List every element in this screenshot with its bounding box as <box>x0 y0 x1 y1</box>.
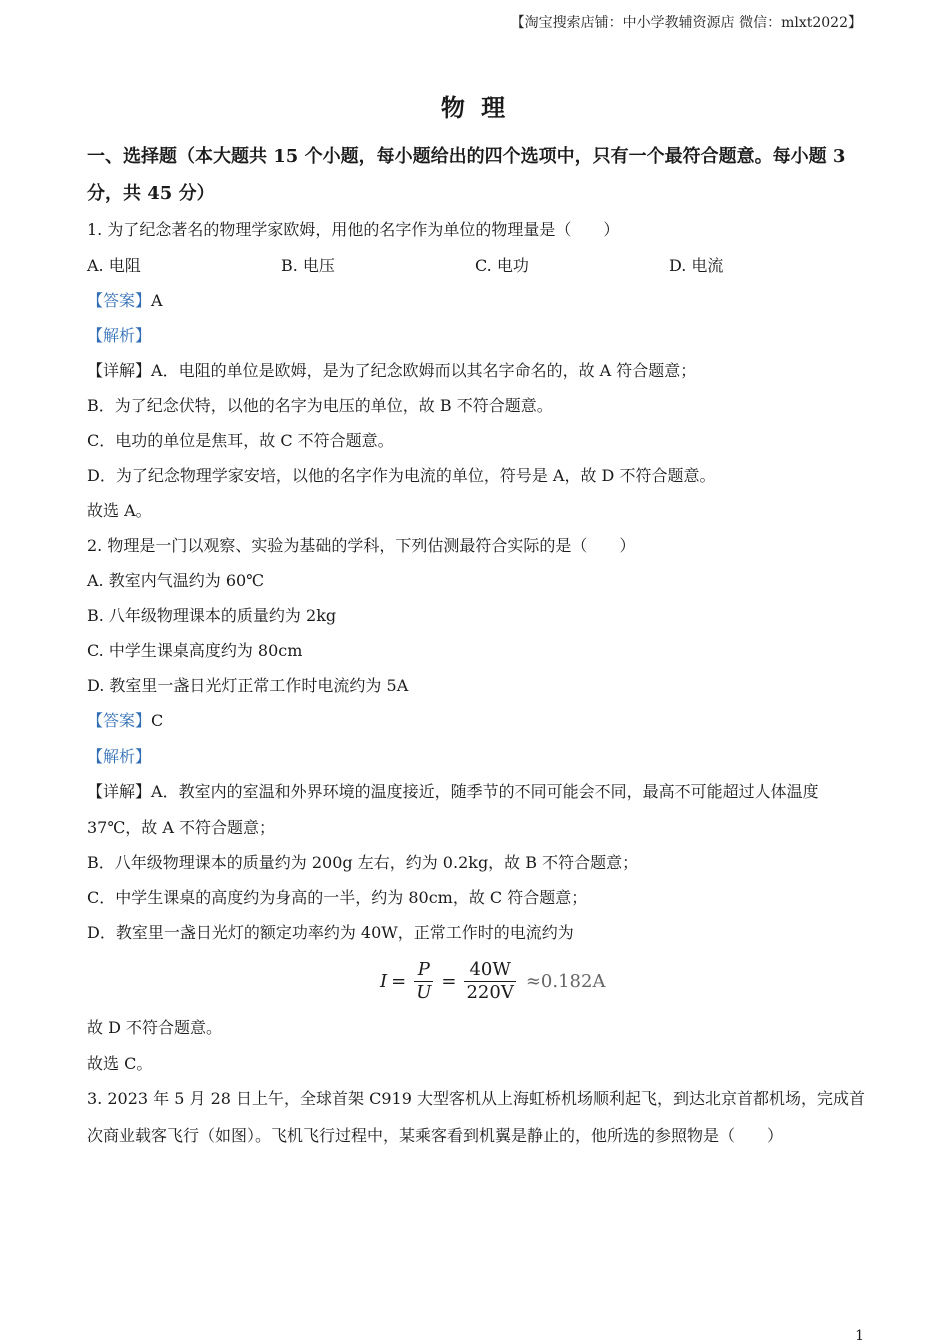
q1-detail-d: D．为了纪念物理学家安培，以他的名字作为电流的单位，符号是 A，故 D 不符合题意。 <box>87 466 716 485</box>
q2-answer-tag: 【答案】 <box>87 711 152 730</box>
q2-option-d: D. 教室里一盏日光灯正常工作时电流约为 5A <box>87 676 409 695</box>
document-title: 物 理 <box>440 93 510 122</box>
q1-option-c: C. 电功 <box>475 256 529 275</box>
q1-detail-b: B．为了纪念伏特，以他的名字为电压的单位，故 B 不符合题意。 <box>87 396 553 415</box>
q1-analysis-tag: 【解析】 <box>87 326 152 345</box>
q1-conclusion: 故选 A。 <box>87 501 152 520</box>
formula-equals-2: = <box>441 970 457 992</box>
q2-detail-a <box>87 781 819 803</box>
q2-detail-text-a: A．教室内的室温和外界环境的温度接近，随季节的不同可能会不同，最高不可能超过人体温度 <box>151 782 819 801</box>
section-heading: 一、选择题（本大题共 15 个小题，每小题给出的四个选项中，只有一个最符合题意。每小题 3 分，共 45 分） <box>87 146 846 204</box>
q1-option-d: D. 电流 <box>669 256 724 275</box>
q2-conclusion: 故选 C。 <box>87 1054 153 1073</box>
q2-detail-tag: 【详解】 <box>87 782 152 801</box>
q1-answer <box>87 290 163 312</box>
q2-answer-value: C <box>151 711 164 730</box>
q1-detail-text-a: A．电阻的单位是欧姆，是为了纪念欧姆而以其名字命名的，故 A 符合题意； <box>151 361 697 380</box>
q2-option-b: B. 八年级物理课本的质量约为 2kg <box>87 606 337 625</box>
question-3-line-2: 次商业载客飞行（如图）。飞机飞行过程中，某乘客看到机翼是静止的，他所选的参照物是（ ） <box>87 1126 784 1145</box>
q2-detail-c: C．中学生课桌的高度约为身高的一半，约为 80cm，故 C 符合题意； <box>87 888 588 907</box>
formula-fraction-values <box>464 959 515 1004</box>
q1-option-a: A. 电阻 <box>87 256 141 275</box>
formula-fraction-pu <box>414 959 433 1004</box>
q2-option-c: C. 中学生课桌高度约为 80cm <box>87 641 303 660</box>
formula-equals-1: = <box>391 970 407 992</box>
q2-after-formula: 故 D 不符合题意。 <box>87 1018 223 1037</box>
q1-detail-a <box>87 360 696 382</box>
q2-detail-b: B．八年级物理课本的质量约为 200g 左右，约为 0.2kg，故 B 不符合题意； <box>87 853 639 872</box>
question-3-line-1: 3. 2023 年 5 月 28 日上午，全球首架 C919 大型客机从上海虹桥机场顺利起飞，到达北京首都机场，完成首 <box>87 1089 865 1108</box>
q2-answer <box>87 710 163 732</box>
q1-detail-c: C．电功的单位是焦耳，故 C 不符合题意。 <box>87 431 394 450</box>
q1-answer-tag: 【答案】 <box>87 291 152 310</box>
q1-option-b: B. 电压 <box>281 256 335 275</box>
formula-result: ≈0.182A <box>525 970 606 992</box>
page-number: 1 <box>855 1328 864 1344</box>
q2-detail-d: D．教室里一盏日光灯的额定功率约为 40W，正常工作时的电流约为 <box>87 923 574 942</box>
q2-option-a: A. 教室内气温约为 60℃ <box>87 571 265 590</box>
q1-answer-value: A <box>151 291 163 310</box>
formula-numerator: 40W <box>469 958 511 980</box>
question-1: 1. 为了纪念著名的物理学家欧姆，用他的名字作为单位的物理量是（ ） <box>87 220 620 239</box>
q1-detail-tag: 【详解】 <box>87 361 152 380</box>
current-formula <box>380 956 605 1006</box>
formula-lhs: I <box>380 970 388 992</box>
question-2: 2. 物理是一门以观察、实验为基础的学科，下列估测最符合实际的是（ ） <box>87 536 636 555</box>
formula-denominator: 220V <box>466 981 514 1003</box>
formula-p: P <box>417 958 430 980</box>
header-note: 【淘宝搜索店铺：中小学教辅资源店 微信：mlxt2022】 <box>510 15 862 31</box>
formula-u: U <box>416 981 432 1003</box>
q2-detail-a-cont: 37℃，故 A 不符合题意； <box>87 818 275 837</box>
q2-analysis-tag: 【解析】 <box>87 747 152 766</box>
